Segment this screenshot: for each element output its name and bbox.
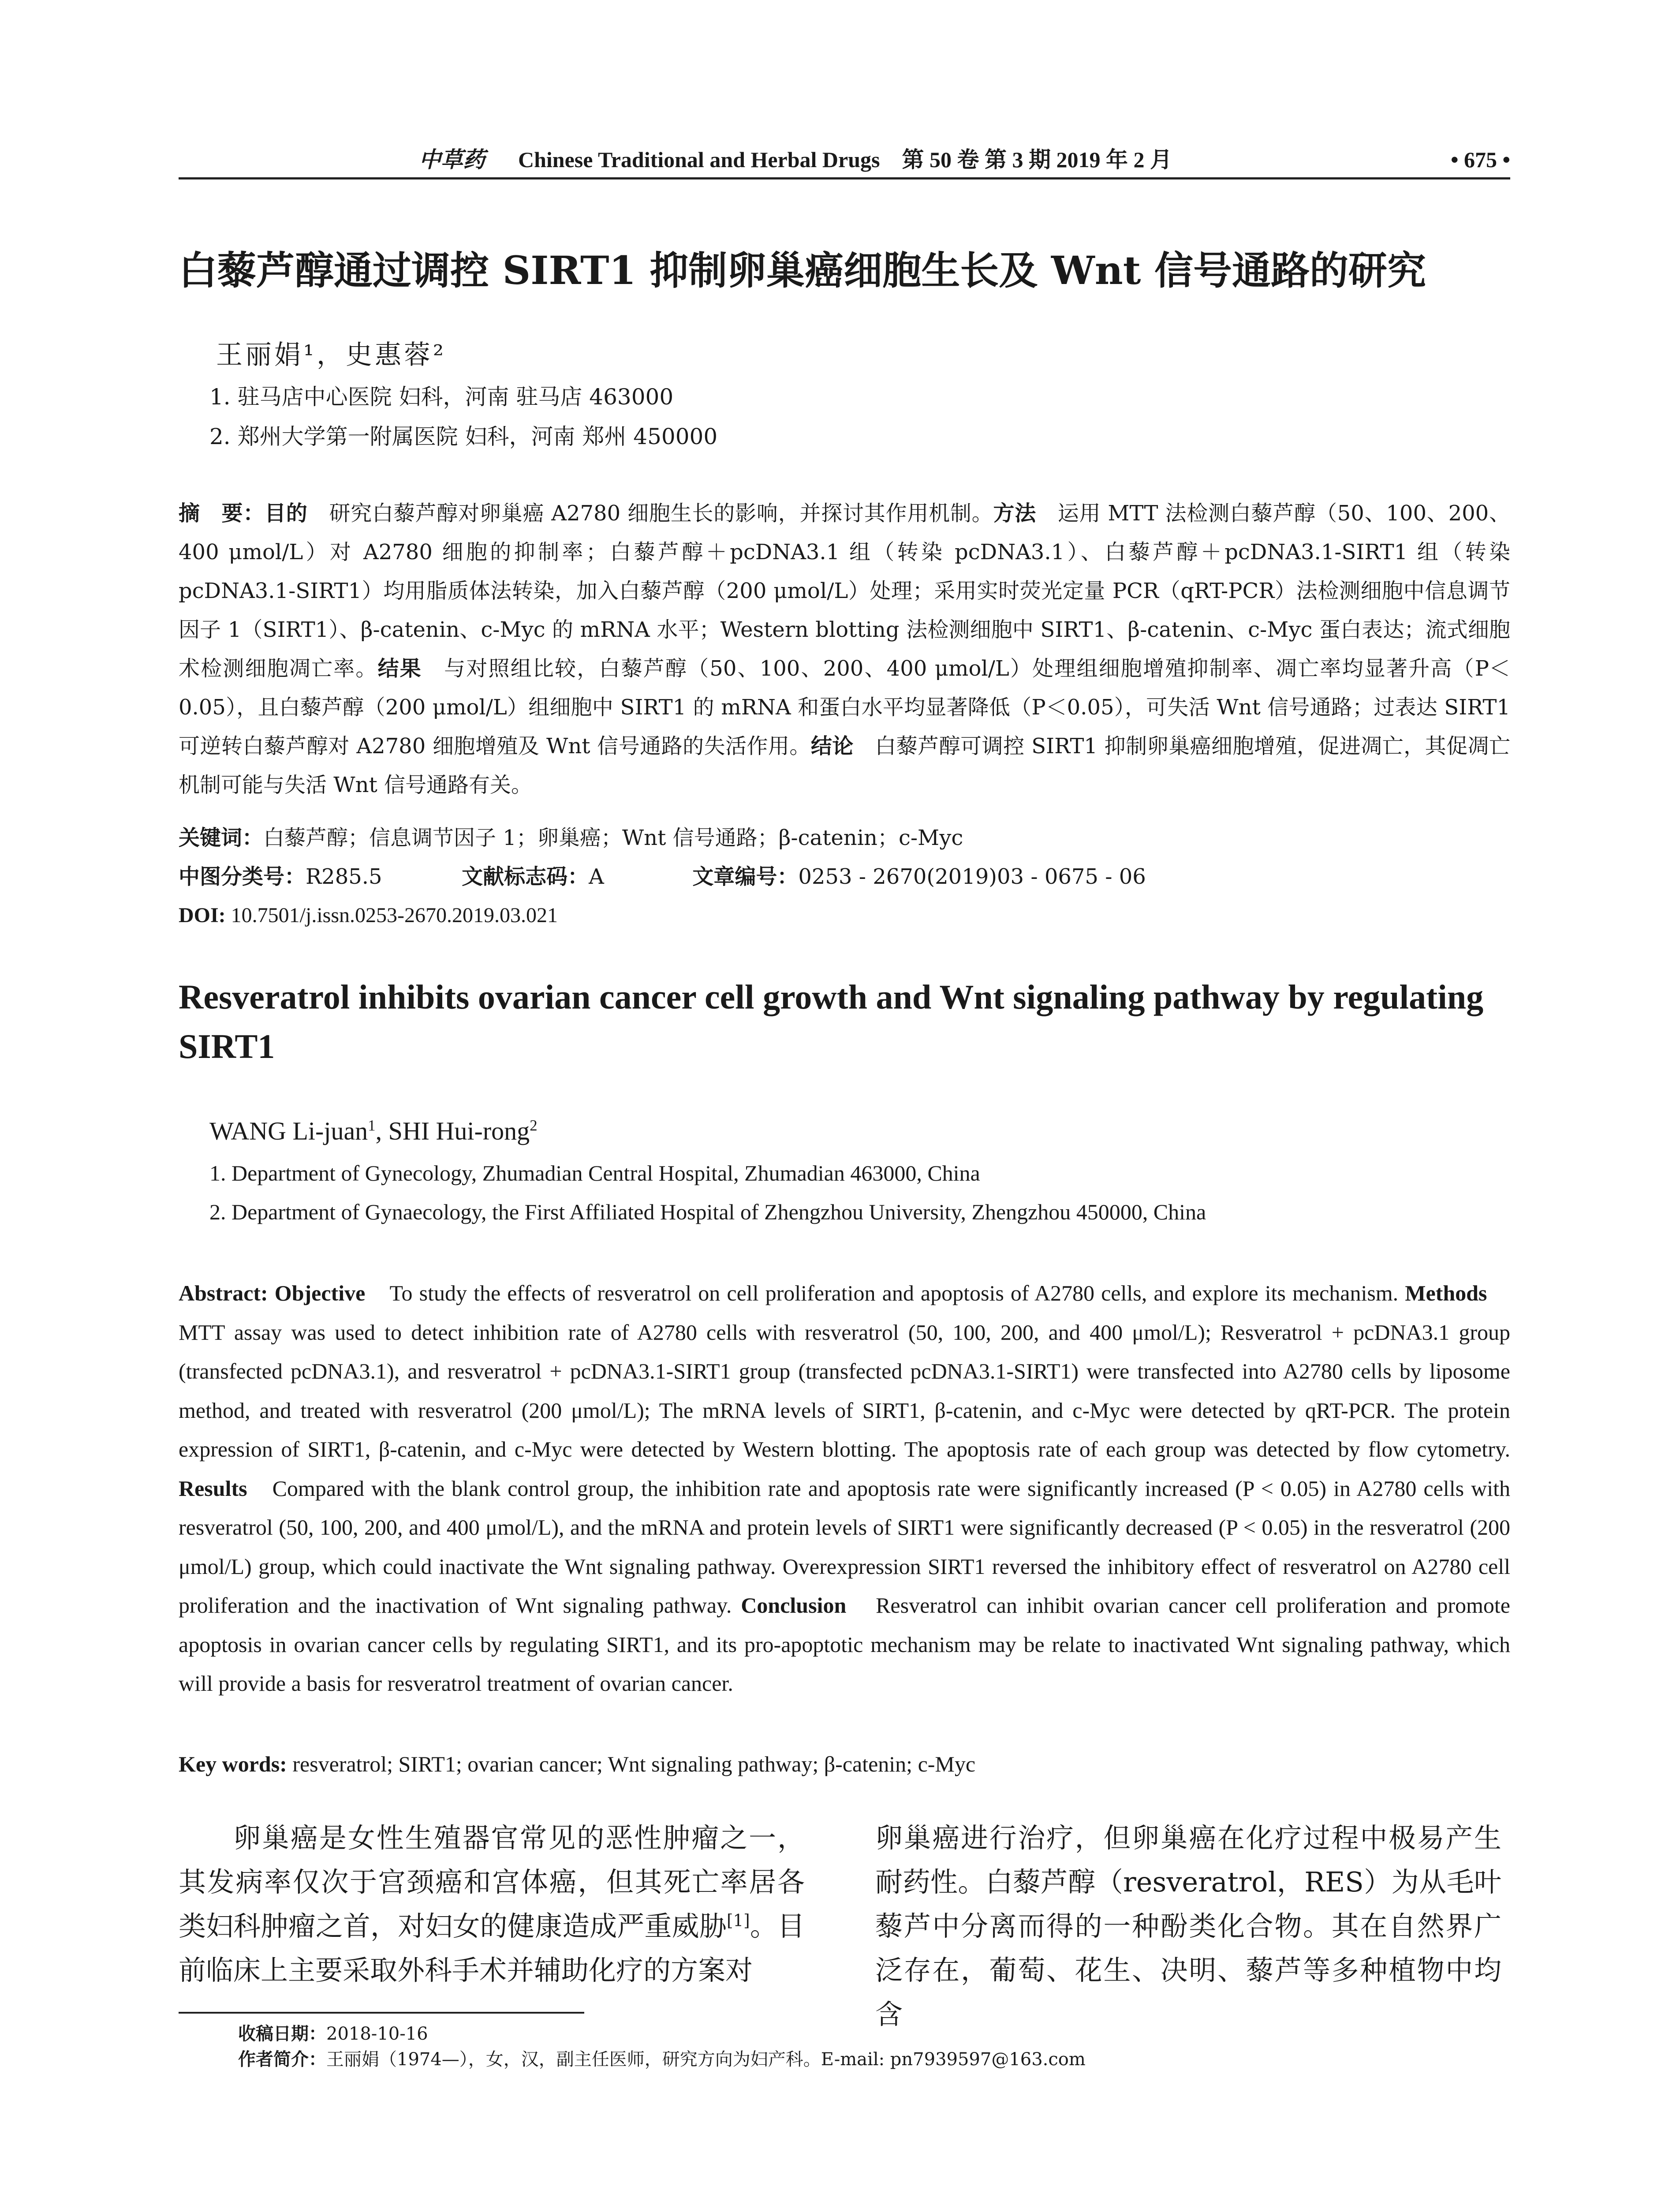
footnote-rule — [179, 2012, 584, 2014]
doc-code-value: A — [589, 864, 604, 889]
doi-line — [179, 896, 558, 935]
methods-cn: 运用 MTT 法检测白藜芦醇（50、100、200、400 μmol/L）对 A2780 细胞的抑制率；白藜芦醇＋pcDNA3.1 组（转染 pcDNA3.1）、白藜芦醇＋pcDNA3.1-SIRT1 组（转染 pcDNA3.1-SIRT1）均用脂质体法转染，加入白藜芦醇（200 μmol/L）处理；采用实时荧光定量 PCR（qRT-PCR）法检测细胞中信息调节因子 1（SIRT1）、β-catenin、c-Myc 的 mRNA 水平；Western blotting 法检测细胞中 SIRT1、β-catenin、c-Myc 蛋白表达；流式细胞术检测细胞凋亡率。 — [179, 501, 1510, 681]
conclusion-cn: 白藜芦醇可调控 SIRT1 抑制卵巢癌细胞增殖，促进凋亡，其促凋亡机制可能与失活 Wnt 信号通路有关。 — [179, 734, 1510, 797]
abstract-cn-label: 摘 要： — [179, 501, 265, 526]
clc-value: R285.5 — [306, 864, 382, 889]
abstract-en-label: Abstract: Objective — [179, 1281, 366, 1305]
keywords-en — [179, 1746, 975, 1782]
doc-code-label: 文献标志码： — [462, 864, 589, 889]
affiliation-en-2: 2. Department of Gynaecology, the First Affiliated Hospital of Zhengzhou University, Zhengzhou 450000, China — [209, 1200, 1206, 1224]
methods-cn-label: 方法 — [993, 501, 1037, 526]
received-date: 2018-10-16 — [326, 2024, 428, 2044]
doi-link[interactable]: 10.7501/j.issn.0253-2670.2019.03.021 — [225, 904, 558, 927]
body-column-left — [179, 1816, 805, 1992]
results-cn-label: 结果 — [377, 656, 422, 681]
results-cn: 与对照组比较，白藜芦醇（50、100、200、400 μmol/L）处理组细胞增殖抑制率、凋亡率均显著升高（P＜0.05），且白藜芦醇（200 μmol/L）组细胞中 SIRT1 的 mRNA 和蛋白水平均显著降低（P＜0.05），可失活 Wnt 信号通路；过表达 SIRT1 可逆转白藜芦醇对 A2780 细胞增殖及 Wnt 信号通路的失活作用。 — [179, 656, 1510, 759]
article-no-value: 0253 - 2670(2019)03 - 0675 - 06 — [798, 864, 1146, 889]
objective-cn: 研究白藜芦醇对卵巢癌 A2780 细胞生长的影响，并探讨其作用机制。 — [307, 501, 993, 526]
abstract-cn — [179, 494, 1510, 804]
author-2: , SHI Hui-rong — [375, 1117, 530, 1145]
received-label: 收稿日期： — [238, 2023, 326, 2044]
conclusion-en-label: Conclusion — [741, 1593, 847, 1618]
affiliation-cn-1: 1. 驻马店中心医院 妇科，河南 驻马店 463000 — [209, 384, 674, 410]
conclusion-cn-label: 结论 — [810, 734, 854, 759]
objective-cn-label: 目的 — [265, 501, 308, 526]
header-rule — [179, 177, 1510, 179]
keywords-cn-label: 关键词： — [179, 826, 264, 850]
classification-line — [179, 857, 1146, 896]
conclusion-en: Resveratrol can inhibit ovarian cancer cell proliferation and promote apoptosis in ovarian cancer cells by regulating SIRT1, and its pro-apoptotic mechanism may be relate to inactivated Wnt signaling pathway, which will provide a basis for resveratrol treatment of ovarian cancer. — [179, 1593, 1510, 1696]
objective-en: To study the effects of resveratrol on cell proliferation and apoptosis of A2780 cells, and explore its mechanism. — [365, 1281, 1405, 1305]
results-en-label: Results — [179, 1476, 247, 1501]
keywords-cn-value: 白藜芦醇；信息调节因子 1；卵巢癌；Wnt 信号通路；β-catenin；c-Myc — [263, 826, 963, 850]
keywords-en-label: Key words: — [179, 1752, 287, 1776]
results-en: Compared with the blank control group, the inhibition rate and apoptosis rate were significantly increased (P < 0.05) in A2780 cells with resveratrol (50, 100, 200, and 400 μmol/L), and the mRNA and protein levels of SIRT1 were significantly decreased (P < 0.05) in the resveratrol (200 μmol/L) group, which could inactivate the Wnt signaling pathway. Overexpression SIRT1 reversed the inhibitory effect of resveratrol on A2780 cell proliferation and the inactivation of Wnt signaling pathway. — [179, 1476, 1510, 1618]
journal-logo: 中草药 — [419, 146, 485, 172]
footnote-received — [238, 2022, 428, 2046]
methods-en-label: Methods — [1405, 1281, 1487, 1305]
page-number: • 675 • — [1450, 147, 1510, 172]
journal-issue-line: Chinese Traditional and Herbal Drugs 第 50 卷 第 3 期 2019 年 2 月 — [518, 147, 1172, 172]
title-en: Resveratrol inhibits ovarian cancer cell growth and Wnt signaling pathway by regulating SIRT1 — [179, 978, 1484, 1065]
footnote-author — [238, 2047, 1086, 2072]
body-right-text: 卵巢癌进行治疗，但卵巢癌在化疗过程中极易产生耐药性。白藜芦醇（resveratrol，RES）为从毛叶藜芦中分离而得的一种酚类化合物。其在自然界广泛存在，葡萄、花生、决明、藜芦等多种植物中均含 — [875, 1822, 1501, 2030]
author-2-affil: 2 — [530, 1117, 538, 1134]
authors-cn: 王丽娟¹，史惠蓉² — [216, 340, 447, 370]
clc-label: 中图分类号： — [179, 864, 306, 889]
abstract-en — [179, 1274, 1510, 1703]
keywords-en-value: resveratrol; SIRT1; ovarian cancer; Wnt signaling pathway; β-catenin; c-Myc — [287, 1752, 976, 1776]
author-1-affil: 1 — [368, 1117, 376, 1134]
body-left-text: 卵巢癌是女性生殖器官常见的恶性肿瘤之一，其发病率仅次于宫颈癌和宫体癌，但其死亡率居各类妇科肿瘤之首，对妇女的健康造成严重威胁 — [179, 1822, 805, 1942]
keywords-cn — [179, 818, 963, 857]
author-1: WANG Li-juan — [209, 1117, 368, 1145]
body-column-right — [875, 1816, 1501, 2037]
affiliation-en-1: 1. Department of Gynecology, Zhumadian Central Hospital, Zhumadian 463000, China — [209, 1161, 980, 1185]
methods-en: MTT assay was used to detect inhibition rate of A2780 cells with resveratrol (50, 100, 200, and 400 μmol/L); Resveratrol + pcDNA3.1 group (transfected pcDNA3.1), and resveratrol + pcDNA3.1-SIRT1 group (transfected pcDNA3.1-SIRT1) were transfected into A2780 cells by liposome method, and treated with resveratrol (200 μmol/L); The mRNA levels of SIRT1, β-catenin, and c-Myc were detected by qRT-PCR. The protein expression of SIRT1, β-catenin, and c-Myc were detected by Western blotting. The apoptosis rate of each group was detected by flow cytometry. — [179, 1281, 1510, 1461]
affiliation-cn-2: 2. 郑州大学第一附属医院 妇科，河南 郑州 450000 — [209, 424, 718, 449]
author-bio-label: 作者简介： — [238, 2049, 326, 2070]
authors-en — [209, 1111, 538, 1151]
article-no-label: 文章编号： — [692, 864, 799, 889]
author-bio: 王丽娟（1974—），女，汉，副主任医师，研究方向为妇产科。E-mail: pn7939597@163.com — [326, 2049, 1086, 2070]
citation-ref-1[interactable]: [1] — [726, 1910, 750, 1930]
running-header — [179, 142, 1510, 177]
doi-label: DOI: — [179, 904, 226, 927]
body-left-tail: 。目前临床上主要采取外科手术并辅助化疗的方案对 — [179, 1910, 805, 1986]
title-cn: 白藜芦醇通过调控 SIRT1 抑制卵巢癌细胞生长及 Wnt 信号通路的研究 — [179, 247, 1426, 293]
